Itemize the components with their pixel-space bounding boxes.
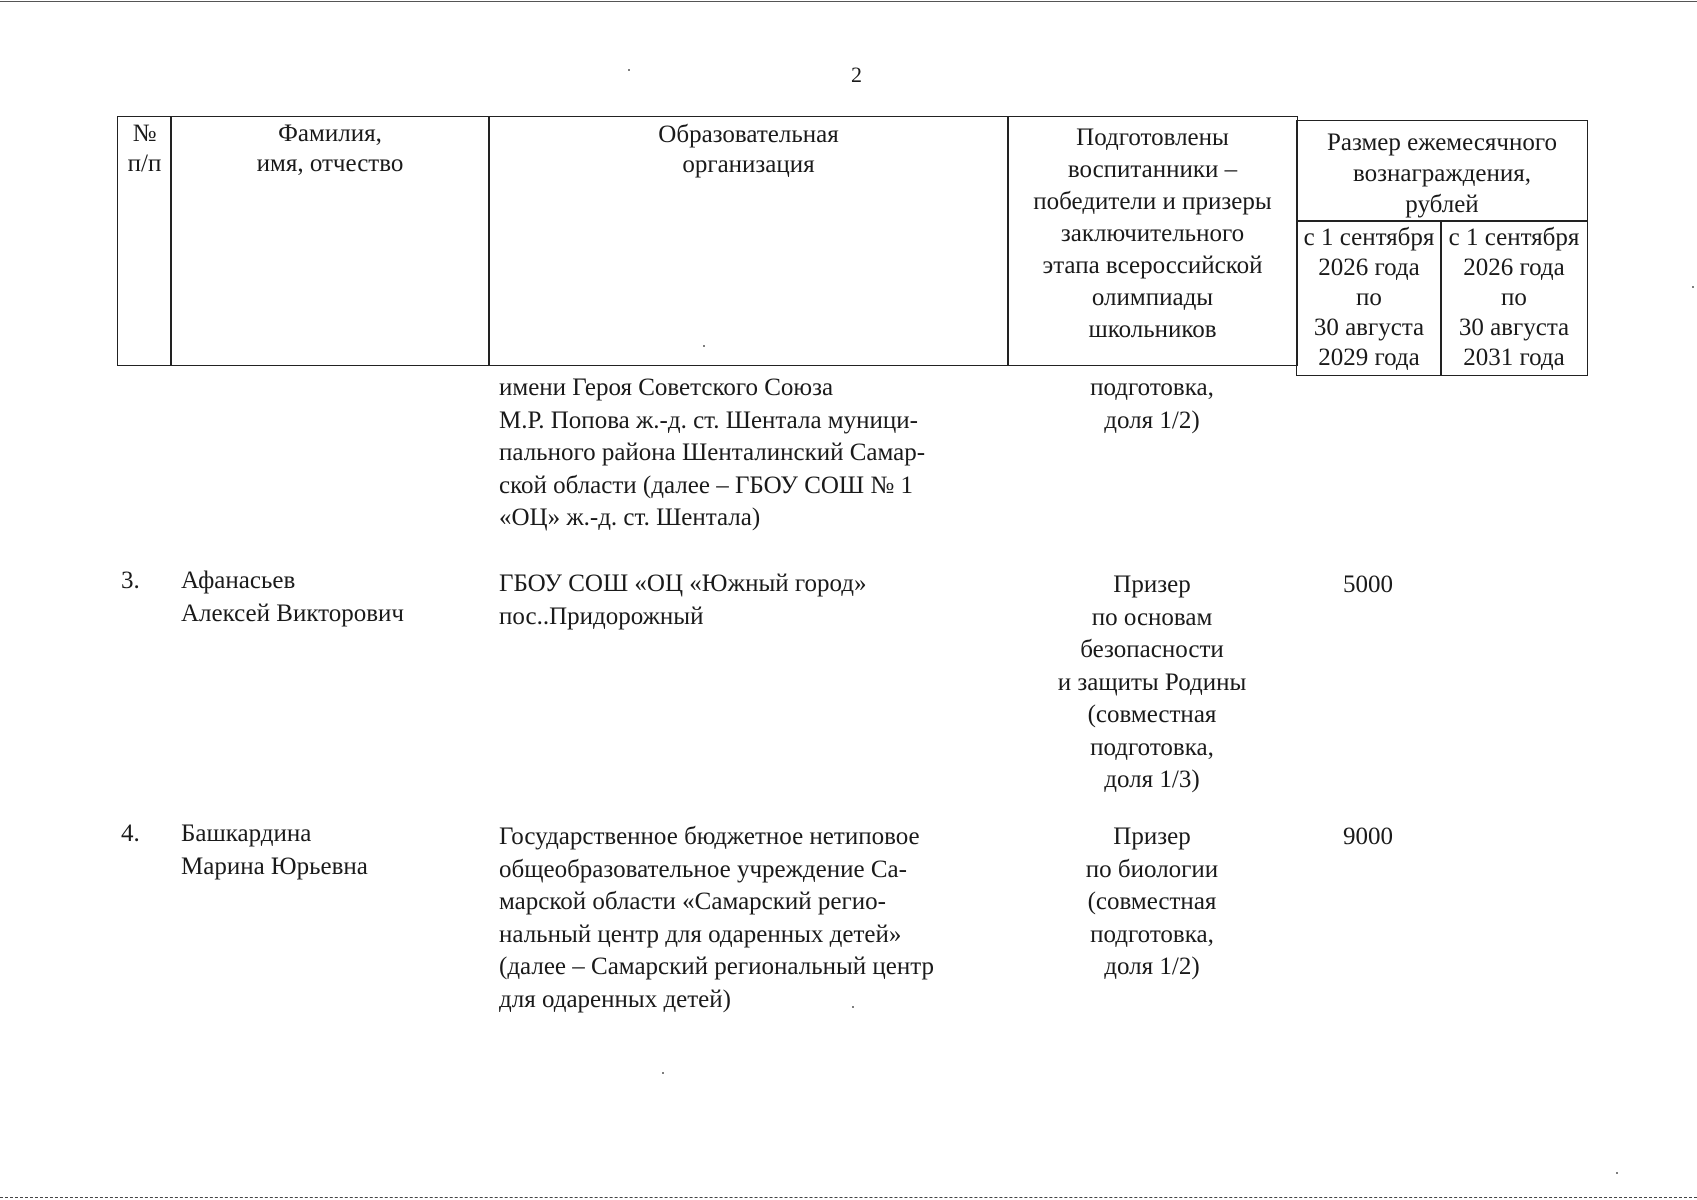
header-text-line: с 1 сентября (1303, 224, 1435, 251)
row-number: 4. (121, 820, 140, 847)
prep-line: и защиты Родины (1057, 668, 1247, 696)
row-organization (499, 568, 997, 633)
org-line: для одаренных детей) (499, 985, 731, 1013)
prep-line: подготовка, (1090, 374, 1214, 401)
header-text-line: олимпиады (1091, 284, 1214, 311)
prep-line: Призер (1113, 823, 1191, 850)
scan-speck (1692, 286, 1694, 288)
row-organization (499, 821, 997, 1016)
header-text-line: 2026 года (1463, 254, 1565, 281)
org-line: марской области «Самарский регио- (499, 888, 886, 915)
org-line: имени Героя Советского Союза (499, 374, 834, 401)
header-text-line: п/п (127, 150, 162, 177)
name-line: Марина Юрьевна (181, 852, 368, 880)
header-text-line: имя, отчество (256, 150, 404, 177)
prep-line: Призер (1113, 571, 1191, 598)
org-line: общеобразовательное учреждение Са- (499, 855, 907, 883)
header-text-line: вознаграждения, (1353, 160, 1531, 187)
header-text-line: 2031 года (1463, 344, 1565, 371)
header-text-line: рублей (1405, 191, 1479, 218)
row-prepared (1008, 569, 1296, 797)
header-text-line: 30 августа (1458, 314, 1570, 341)
page-number: 2 (851, 62, 862, 87)
header-text-line: Размер ежемесячного (1326, 129, 1558, 156)
scan-speck (662, 1072, 664, 1074)
org-line: пального района Шенталинский Самар- (499, 439, 926, 466)
header-text-line: победители и призеры (1033, 188, 1272, 215)
prep-line: (совместная (1087, 888, 1217, 915)
org-line: Государственное бюджетное нетиповое (499, 823, 920, 850)
header-text-line: по (1501, 284, 1527, 311)
prep-line: подготовка, (1090, 733, 1214, 761)
org-line: ГБОУ СОШ «ОЦ «Южный город» (499, 570, 867, 597)
row-name (181, 818, 481, 883)
row-reward: 5000 (1343, 571, 1393, 598)
continuation-organization (499, 372, 997, 535)
header-text-line: Подготовлены (1076, 124, 1229, 151)
prep-line: по биологии (1085, 855, 1219, 883)
org-line: М.Р. Попова ж.-д. ст. Шентала муници- (499, 406, 918, 434)
header-text-line: 2029 года (1318, 344, 1420, 371)
prep-line: (совместная (1087, 701, 1217, 728)
header-text-line: заключительного (1060, 220, 1245, 247)
header-text-line: Образовательная (658, 121, 839, 148)
header-col-organization (488, 116, 1009, 366)
header-text-line: воспитанники – (1067, 156, 1238, 183)
org-line: «ОЦ» ж.-д. ст. Шентала) (499, 504, 761, 531)
header-text-line: организация (682, 151, 815, 178)
org-line: нальный центр для одаренных детей» (499, 920, 902, 948)
prep-line: доля 1/2) (1104, 953, 1200, 980)
org-line: пос..Придорожный (499, 602, 704, 630)
header-subcol-2029 (1296, 220, 1442, 376)
header-text-line: по (1356, 284, 1382, 311)
name-line: Афанасьев (181, 567, 296, 594)
continuation-prepared (1008, 372, 1296, 437)
header-text-line: 2026 года (1318, 254, 1420, 281)
header-text-line: школьников (1088, 316, 1217, 343)
name-line: Алексей Викторович (181, 599, 404, 627)
header-text-line: 30 августа (1313, 314, 1425, 341)
prep-line: доля 1/3) (1104, 766, 1200, 793)
header-col-number (117, 116, 172, 366)
header-text-line: с 1 сентября (1448, 224, 1580, 251)
header-text-line: этапа всероссийской (1042, 252, 1263, 279)
row-number: 3. (121, 567, 140, 594)
scan-edge-bottom (0, 1197, 1697, 1198)
prep-line: доля 1/2) (1104, 406, 1200, 434)
name-line: Башкардина (181, 820, 312, 847)
header-col-name (170, 116, 490, 366)
org-line: ской области (далее – ГБОУ СОШ № 1 (499, 471, 913, 499)
scan-speck (628, 69, 630, 71)
scan-edge-top (0, 1, 1697, 2)
scan-speck (852, 1006, 854, 1008)
scan-speck (1616, 1172, 1618, 1174)
org-line: (далее – Самарский региональный центр (499, 953, 934, 980)
row-prepared (1008, 821, 1296, 984)
header-text-line: Фамилия, (278, 120, 382, 147)
scan-speck (703, 345, 705, 347)
header-col-reward (1296, 120, 1588, 222)
table-header (117, 116, 1588, 371)
prep-line: подготовка, (1090, 920, 1214, 948)
prep-line: безопасности (1080, 636, 1224, 663)
row-reward: 9000 (1343, 823, 1393, 850)
prep-line: по основам (1091, 603, 1213, 631)
header-text-line: № (132, 120, 157, 147)
header-col-prepared (1007, 116, 1298, 366)
header-subcol-2031 (1440, 220, 1588, 376)
row-name (181, 565, 481, 630)
